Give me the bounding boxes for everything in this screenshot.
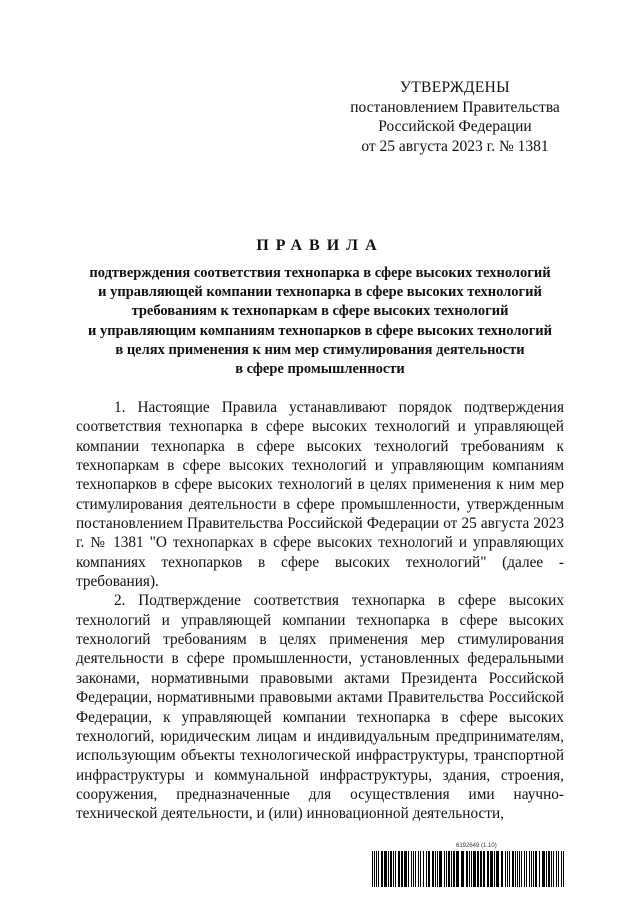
subtitle-line: подтверждения соответствия технопарка в сфере высоких технологий: [89, 265, 551, 281]
paragraph-1: 1. Настоящие Правила устанавливают порядок подтверждения соответствия технопарка в сфере высоких технологий и управляющей компании технопарка в сфере высоких технологий требованиям к технопаркам в сфере высоких технологий и управляющим компаниям технопарков в сфере высоких технологий в целях применения к ним мер стимулирования деятельности в сфере промышленности, утвержденным постановлением Правительства Российской Федерации от 25 августа 2023 г. № 1381 "О технопарках в сфере высоких технологий и управляющих компаниях технопарков в сфере высоких технологий" (далее - требования).: [76, 399, 564, 591]
document-subtitle: [60, 264, 580, 379]
approval-block: [300, 78, 610, 156]
paragraph-2: 2. Подтверждение соответствия технопарка в сфере высоких технологий и управляющей компании технопарка в сфере высоких технологий требованиям в целях применения мер стимулирования деятельности в сфере промышленности, установленных федеральными законами, нормативными правовыми актами Президента Российской Федерации, нормативными правовыми актами Правительства Российской Федерации, к управляющей компании технопарка в сфере высоких технологий, юридическим лицам и индивидуальным предпринимателям, использующим объекты технологической инфраструктуры, транспортной инфраструктуры и коммунальной инфраструктуры, здания, строения, сооружения, предназначенные для осуществления ими научно-технической деятельности, и (или) инновационной деятельности,: [76, 592, 564, 823]
subtitle-line: и управляющим компаниям технопарков в сфере высоких технологий: [88, 322, 552, 339]
barcode-icon: [372, 851, 566, 887]
document-body: [76, 398, 564, 824]
approval-issuer-country: Российской Федерации: [378, 118, 532, 135]
subtitle-line: в целях применения к ним мер стимулирования деятельности: [115, 341, 525, 358]
subtitle-line: требованиям к технопаркам в сфере высоких технологий: [131, 303, 509, 320]
approval-heading: УТВЕРЖДЕНЫ: [400, 79, 510, 96]
subtitle-line: и управляющей компании технопарка в сфере высоких технологий: [98, 284, 542, 301]
approval-issuer: постановлением Правительства: [350, 98, 560, 116]
subtitle-line: в сфере промышленности: [235, 361, 405, 378]
approval-date-number: от 25 августа 2023 г. № 1381: [361, 137, 549, 155]
document-title: ПРАВИЛА: [256, 237, 384, 254]
barcode-number: 6192649 (1.10): [456, 843, 497, 849]
